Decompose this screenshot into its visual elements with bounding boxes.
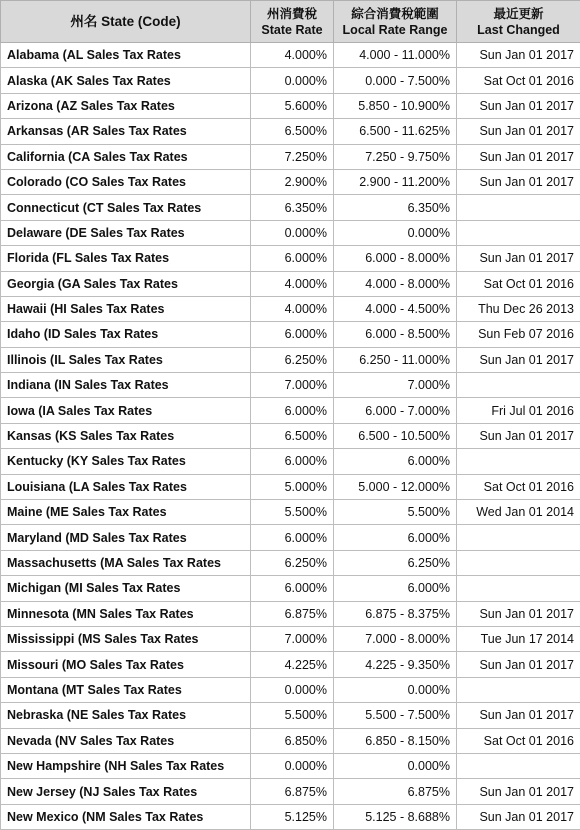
last-changed-cell: Sun Jan 01 2017 <box>457 144 580 169</box>
table-row <box>1 703 580 728</box>
local-range-cell: 7.000% <box>334 373 457 398</box>
table-row <box>1 804 580 829</box>
state-rate-cell: 4.000% <box>251 43 334 68</box>
table-row <box>1 728 580 753</box>
local-range-cell: 7.000 - 8.000% <box>334 626 457 651</box>
state-rate-cell: 5.125% <box>251 804 334 829</box>
table-row <box>1 43 580 68</box>
state-name-cell[interactable]: New Jersey (NJ Sales Tax Rates <box>1 779 251 804</box>
state-name-cell[interactable]: Illinois (IL Sales Tax Rates <box>1 347 251 372</box>
state-name-cell[interactable]: Indiana (IN Sales Tax Rates <box>1 373 251 398</box>
state-rate-cell: 4.000% <box>251 271 334 296</box>
local-range-cell: 6.350% <box>334 195 457 220</box>
local-range-cell: 6.000% <box>334 525 457 550</box>
last-changed-cell: Sun Jan 01 2017 <box>457 652 580 677</box>
state-name-cell[interactable]: New Hampshire (NH Sales Tax Rates <box>1 753 251 778</box>
state-name-cell[interactable]: Maryland (MD Sales Tax Rates <box>1 525 251 550</box>
last-changed-cell: Sat Oct 01 2016 <box>457 474 580 499</box>
table-row <box>1 500 580 525</box>
local-range-cell: 6.000 - 7.000% <box>334 398 457 423</box>
local-range-cell: 6.000 - 8.000% <box>334 246 457 271</box>
table-row <box>1 68 580 93</box>
header-state-rate <box>251 1 334 43</box>
local-range-cell: 4.000 - 4.500% <box>334 296 457 321</box>
table-row <box>1 144 580 169</box>
table-row <box>1 449 580 474</box>
state-name-cell[interactable]: Georgia (GA Sales Tax Rates <box>1 271 251 296</box>
header-state-rate-en: State Rate <box>253 22 331 38</box>
state-name-cell[interactable]: New Mexico (NM Sales Tax Rates <box>1 804 251 829</box>
last-changed-cell: Sat Oct 01 2016 <box>457 728 580 753</box>
state-rate-cell: 6.000% <box>251 246 334 271</box>
state-rate-cell: 0.000% <box>251 753 334 778</box>
local-range-cell: 5.500 - 7.500% <box>334 703 457 728</box>
state-name-cell[interactable]: Alaska (AK Sales Tax Rates <box>1 68 251 93</box>
local-range-cell: 6.250 - 11.000% <box>334 347 457 372</box>
last-changed-cell: Sun Jan 01 2017 <box>457 43 580 68</box>
table-row <box>1 195 580 220</box>
state-rate-cell: 6.000% <box>251 322 334 347</box>
state-name-cell[interactable]: Michigan (MI Sales Tax Rates <box>1 576 251 601</box>
state-rate-cell: 2.900% <box>251 169 334 194</box>
table-row <box>1 550 580 575</box>
state-name-cell[interactable]: Nevada (NV Sales Tax Rates <box>1 728 251 753</box>
local-range-cell: 2.900 - 11.200% <box>334 169 457 194</box>
local-range-cell: 6.875 - 8.375% <box>334 601 457 626</box>
table-row <box>1 93 580 118</box>
state-name-cell[interactable]: Kansas (KS Sales Tax Rates <box>1 423 251 448</box>
state-rate-cell: 6.000% <box>251 525 334 550</box>
table-row <box>1 626 580 651</box>
local-range-cell: 0.000% <box>334 220 457 245</box>
last-changed-cell: Fri Jul 01 2016 <box>457 398 580 423</box>
local-range-cell: 6.250% <box>334 550 457 575</box>
local-range-cell: 6.875% <box>334 779 457 804</box>
last-changed-cell: Sat Oct 01 2016 <box>457 68 580 93</box>
last-changed-cell: Sun Jan 01 2017 <box>457 119 580 144</box>
state-rate-cell: 5.600% <box>251 93 334 118</box>
table-row <box>1 779 580 804</box>
state-rate-cell: 6.850% <box>251 728 334 753</box>
table-row <box>1 347 580 372</box>
state-name-cell[interactable]: Iowa (IA Sales Tax Rates <box>1 398 251 423</box>
state-rate-cell: 6.000% <box>251 576 334 601</box>
local-range-cell: 0.000% <box>334 753 457 778</box>
local-range-cell: 0.000% <box>334 677 457 702</box>
state-rate-cell: 6.500% <box>251 423 334 448</box>
local-range-cell: 6.000% <box>334 449 457 474</box>
state-rate-cell: 6.000% <box>251 398 334 423</box>
table-row <box>1 169 580 194</box>
state-rate-cell: 5.000% <box>251 474 334 499</box>
local-range-cell: 6.500 - 10.500% <box>334 423 457 448</box>
state-name-cell[interactable]: California (CA Sales Tax Rates <box>1 144 251 169</box>
local-range-cell: 4.000 - 8.000% <box>334 271 457 296</box>
table-row <box>1 246 580 271</box>
last-changed-cell: Sun Jan 01 2017 <box>457 779 580 804</box>
local-range-cell: 5.000 - 12.000% <box>334 474 457 499</box>
last-changed-cell: Sun Jan 01 2017 <box>457 169 580 194</box>
last-changed-cell <box>457 220 580 245</box>
local-range-cell: 7.250 - 9.750% <box>334 144 457 169</box>
state-name-cell[interactable]: Minnesota (MN Sales Tax Rates <box>1 601 251 626</box>
header-state-rate-cn: 州消費稅 <box>253 6 331 22</box>
table-row <box>1 296 580 321</box>
state-rate-cell: 6.875% <box>251 601 334 626</box>
table-row <box>1 576 580 601</box>
header-local-range <box>334 1 457 43</box>
local-range-cell: 0.000 - 7.500% <box>334 68 457 93</box>
last-changed-cell <box>457 550 580 575</box>
last-changed-cell <box>457 576 580 601</box>
state-name-cell[interactable]: Alabama (AL Sales Tax Rates <box>1 43 251 68</box>
last-changed-cell <box>457 449 580 474</box>
table-row <box>1 423 580 448</box>
state-rate-cell: 6.250% <box>251 347 334 372</box>
state-name-cell[interactable]: Mississippi (MS Sales Tax Rates <box>1 626 251 651</box>
state-name-cell[interactable]: Colorado (CO Sales Tax Rates <box>1 169 251 194</box>
table-row <box>1 373 580 398</box>
state-name-cell[interactable]: Idaho (ID Sales Tax Rates <box>1 322 251 347</box>
state-name-cell[interactable]: Kentucky (KY Sales Tax Rates <box>1 449 251 474</box>
state-name-cell[interactable]: Massachusetts (MA Sales Tax Rates <box>1 550 251 575</box>
last-changed-cell: Sun Jan 01 2017 <box>457 703 580 728</box>
state-rate-cell: 0.000% <box>251 677 334 702</box>
local-range-cell: 5.850 - 10.900% <box>334 93 457 118</box>
state-rate-cell: 7.250% <box>251 144 334 169</box>
last-changed-cell <box>457 373 580 398</box>
state-name-cell[interactable]: Arizona (AZ Sales Tax Rates <box>1 93 251 118</box>
last-changed-cell <box>457 753 580 778</box>
local-range-cell: 6.000 - 8.500% <box>334 322 457 347</box>
state-rate-cell: 6.250% <box>251 550 334 575</box>
last-changed-cell <box>457 195 580 220</box>
local-range-cell: 6.500 - 11.625% <box>334 119 457 144</box>
state-name-cell[interactable]: Arkansas (AR Sales Tax Rates <box>1 119 251 144</box>
header-state: 州名 State (Code) <box>1 1 251 43</box>
state-rate-cell: 6.875% <box>251 779 334 804</box>
last-changed-cell <box>457 525 580 550</box>
header-last-changed-en: Last Changed <box>459 22 578 38</box>
state-rate-cell: 7.000% <box>251 626 334 651</box>
state-rate-cell: 6.500% <box>251 119 334 144</box>
table-row <box>1 398 580 423</box>
local-range-cell: 5.500% <box>334 500 457 525</box>
table-row <box>1 220 580 245</box>
header-local-range-en: Local Rate Range <box>336 22 454 38</box>
state-name-cell[interactable]: Maine (ME Sales Tax Rates <box>1 500 251 525</box>
state-rate-cell: 4.000% <box>251 296 334 321</box>
table-row <box>1 474 580 499</box>
header-local-range-cn: 綜合消費稅範圍 <box>336 6 454 22</box>
local-range-cell: 4.225 - 9.350% <box>334 652 457 677</box>
state-rate-cell: 5.500% <box>251 500 334 525</box>
last-changed-cell: Sun Jan 01 2017 <box>457 347 580 372</box>
last-changed-cell: Sun Jan 01 2017 <box>457 246 580 271</box>
table-row <box>1 119 580 144</box>
state-rate-cell: 5.500% <box>251 703 334 728</box>
state-rate-cell: 7.000% <box>251 373 334 398</box>
local-range-cell: 6.850 - 8.150% <box>334 728 457 753</box>
state-name-cell[interactable]: Connecticut (CT Sales Tax Rates <box>1 195 251 220</box>
last-changed-cell: Wed Jan 01 2014 <box>457 500 580 525</box>
state-name-cell[interactable]: Louisiana (LA Sales Tax Rates <box>1 474 251 499</box>
state-rate-cell: 0.000% <box>251 220 334 245</box>
table-row <box>1 322 580 347</box>
state-name-cell[interactable]: Florida (FL Sales Tax Rates <box>1 246 251 271</box>
state-name-cell[interactable]: Delaware (DE Sales Tax Rates <box>1 220 251 245</box>
last-changed-cell: Thu Dec 26 2013 <box>457 296 580 321</box>
table-body <box>1 43 580 830</box>
table-row <box>1 525 580 550</box>
state-name-cell[interactable]: Hawaii (HI Sales Tax Rates <box>1 296 251 321</box>
table-row <box>1 753 580 778</box>
state-rate-cell: 0.000% <box>251 68 334 93</box>
state-name-cell[interactable]: Montana (MT Sales Tax Rates <box>1 677 251 702</box>
state-rate-cell: 4.225% <box>251 652 334 677</box>
local-range-cell: 6.000% <box>334 576 457 601</box>
last-changed-cell: Sat Oct 01 2016 <box>457 271 580 296</box>
table-row <box>1 652 580 677</box>
last-changed-cell <box>457 677 580 702</box>
last-changed-cell: Tue Jun 17 2014 <box>457 626 580 651</box>
table-row <box>1 271 580 296</box>
table-row <box>1 677 580 702</box>
header-last-changed-cn: 最近更新 <box>459 6 578 22</box>
table-header <box>1 1 580 43</box>
state-rate-cell: 6.350% <box>251 195 334 220</box>
state-rate-cell: 6.000% <box>251 449 334 474</box>
last-changed-cell: Sun Jan 01 2017 <box>457 423 580 448</box>
header-row <box>1 1 580 43</box>
local-range-cell: 4.000 - 11.000% <box>334 43 457 68</box>
table-row <box>1 601 580 626</box>
state-name-cell[interactable]: Nebraska (NE Sales Tax Rates <box>1 703 251 728</box>
header-last-changed <box>457 1 580 43</box>
last-changed-cell: Sun Jan 01 2017 <box>457 601 580 626</box>
last-changed-cell: Sun Feb 07 2016 <box>457 322 580 347</box>
last-changed-cell: Sun Jan 01 2017 <box>457 93 580 118</box>
last-changed-cell: Sun Jan 01 2017 <box>457 804 580 829</box>
local-range-cell: 5.125 - 8.688% <box>334 804 457 829</box>
state-name-cell[interactable]: Missouri (MO Sales Tax Rates <box>1 652 251 677</box>
